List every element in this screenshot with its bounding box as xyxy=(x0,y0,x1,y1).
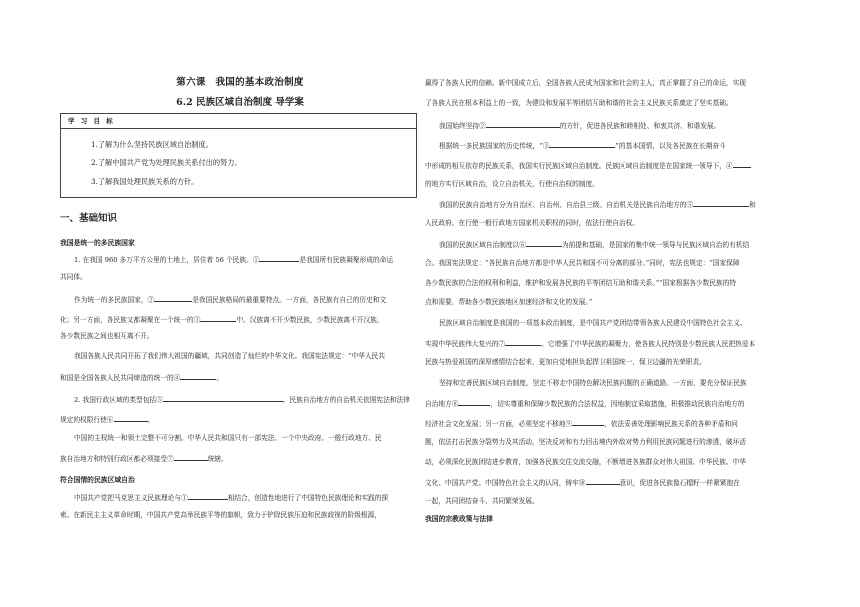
fill-blank[interactable] xyxy=(572,417,604,426)
text-line: 共同体。 xyxy=(60,273,87,281)
fill-blank[interactable] xyxy=(200,313,236,322)
text-line: 我国的民族区域自治制度以⑥ 为前提和基础，是国家的集中统一领导与民族区域自治的有机结 xyxy=(439,238,749,250)
fill-blank[interactable] xyxy=(549,139,615,148)
text-line: 2. 我国行政区域的类型包括⑤ 。民族自治地方的自治机关依照宪法和法律 xyxy=(74,393,410,405)
fill-blank[interactable] xyxy=(174,452,208,461)
text-line: 了各族人民在根本利益上的一致，为建设和发展平等团结互助和谐的社会主义民族关系奠定了坚实基础。 xyxy=(425,99,733,107)
lesson-title: 第六课 我国的基本政治制度 xyxy=(176,77,304,88)
fill-blank[interactable] xyxy=(458,397,490,406)
fill-blank[interactable] xyxy=(505,337,541,346)
fill-blank[interactable] xyxy=(259,253,299,262)
text-line: 化；另一方面，各民族又都凝聚在一个统一的③ 中。汉族离不开少数民族，少数民族离不开汉族， xyxy=(60,313,384,325)
text-line: 中国的主权统一和领土完整不可分割。中华人民共和国只有一部宪法、一个中央政府。一般行政地方、民 xyxy=(74,434,382,442)
fill-blank[interactable] xyxy=(163,393,283,402)
goal-item: 1.了解为什么坚持民族区域自治制度。 xyxy=(91,140,213,149)
text-line: 索。在新民主主义革命时期，中国共产党高举民族平等的旗帜，致力于铲除民族压迫和民族歧视的阶级根源， xyxy=(60,511,381,519)
text-line: 文化、中国共产党、中国特色社会主义的认同，铸牢⑩ 意识，促进各民族像石榴籽一样紧紧抱在 xyxy=(425,476,740,488)
text-line: 1. 在我国 960 多万平方公里的土地上，居住着 56 个民族。① 是我国所有民族凝聚形成的命运 xyxy=(74,253,393,265)
fill-blank[interactable] xyxy=(693,198,749,207)
text-line: 民族区域自治制度是我国的一项基本政治制度，是中国共产党团结带领各族人民建设中国特色社会主义、 xyxy=(439,319,747,327)
goals-box xyxy=(60,113,417,198)
subheading: 我国是统一的多民族国家 xyxy=(60,239,135,247)
text-line: 题，依法打击民族分裂势力及其活动，坚决反对和有力回击境内外敌对势力利用民族问题进行的渗透，破坏活 xyxy=(425,438,746,446)
fill-blank[interactable] xyxy=(154,293,192,302)
text-line: 我国的民族自治地方分为自治区、自治州、自治县三级。自治机关是民族自治地方的⑤ 和 xyxy=(439,198,756,210)
fill-blank[interactable] xyxy=(733,159,751,168)
section-heading: 一、基础知识 xyxy=(60,213,118,224)
goal-item: 3.了解我国处理民族关系的方针。 xyxy=(91,177,199,186)
fill-blank[interactable] xyxy=(486,119,560,128)
subheading: 我国的宗教政策与法律 xyxy=(425,515,493,523)
text-line: 人民政府。在行使一般行政地方国家机关职权的同时，依法行使自治权。 xyxy=(425,219,639,227)
fill-blank[interactable] xyxy=(526,238,562,247)
text-line: 各少数民族之间也相互离不开。 xyxy=(60,332,154,340)
text-line: 和国是全国各族人民共同缔造的统一的④ 。 xyxy=(60,371,223,383)
text-line: 实现中华民族伟大复兴的⑦ 。它增强了中华民族的凝聚力，使各族人民特别是少数民族人民把热爱本 xyxy=(425,337,755,349)
text-line: 族自治地方和特别行政区都必须接受⑦ 统辖。 xyxy=(60,452,228,464)
fill-blank[interactable] xyxy=(188,491,228,500)
text-line: 我国始终坚持② 的方针，促进各民族和睦相处、和衷共济、和谐发展。 xyxy=(439,119,720,131)
text-line: 民族与热爱祖国的深厚感情结合起来，更加自觉地担负起捍卫祖国统一，保卫边疆的光荣职责。 xyxy=(425,358,706,366)
text-line: 合。我国宪法规定：“各民族自治地方都是中华人民共和国不可分离的部分。”同时，宪法也规定：“国家保障 xyxy=(425,259,740,267)
fill-blank[interactable] xyxy=(180,371,216,380)
text-line: 各少数民族的合法的权利和利益，维护和发展各民族的平等团结互助和谐关系。”“国家根据各少数民族的特 xyxy=(425,279,737,287)
goals-header: 学 习 目 标 xyxy=(61,114,416,129)
text-line: 根据统一多民族国家的历史传统，“③ ”的基本国情，以及各民族在长期奋斗 xyxy=(439,139,726,151)
text-line: 赢得了各族人民的信赖。新中国成立后，全国各族人民成为国家和社会的主人，真正掌握了自己的命运，实现 xyxy=(425,79,746,87)
text-line: 规定的权限行使⑥ 。 xyxy=(60,413,154,425)
text-line: 经济社会文化发展；另一方面，必须坚定不移地⑨ ，依法妥善处理影响民族关系的各种矛盾和问 xyxy=(425,417,738,429)
text-line: 动，必须深化民族团结进步教育，加强各民族交往交流交融，不断增进各族群众对伟大祖国、中华民族、中华 xyxy=(425,458,746,466)
text-line: 点和需要，帮助各少数民族地区加速经济和文化的发展。” xyxy=(425,298,593,306)
fill-blank[interactable] xyxy=(586,476,620,485)
fill-blank[interactable] xyxy=(114,413,148,422)
text-line: 中国共产党把马克思主义民族理论与① 相结合，创造性地进行了中国特色民族理论和实践的探 xyxy=(74,491,388,503)
lesson-subtitle: 6.2 民族区域自治制度 导学案 xyxy=(176,97,304,108)
text-line: 我国各族人民共同开拓了我们伟大祖国的疆域，共同创造了灿烂的中华文化。我国宪法规定：“中华人民共 xyxy=(74,352,386,360)
text-line: 一起，共同团结奋斗、共同繁荣发展。 xyxy=(425,497,539,505)
text-line: 自治地方⑧ ，切实尊重和保障少数民族的合法权益，因地制宜采取措施，积极推动民族自治地方的 xyxy=(425,397,745,409)
text-line: 中形成的相互依存的民族关系，我国实行民族区域自治制度。民族区域自治制度是在国家统一领导下，④ xyxy=(425,159,751,171)
text-line: 的地方实行区域自治，设立自治机关，行使自治权的制度。 xyxy=(425,180,599,188)
goal-item: 2.了解中国共产党为处理民族关系付出的努力。 xyxy=(91,158,242,167)
subheading: 符合国情的民族区域自治 xyxy=(60,476,135,484)
text-line: 作为统一的多民族国家，② 是我国民族格局的最重要特点。一方面，各民族有自己的历史和文 xyxy=(74,293,386,305)
text-line: 坚持和完善民族区域自治制度，坚定不移走中国特色解决民族问题的正确道路。一方面，要充分保证民族 xyxy=(439,379,747,387)
